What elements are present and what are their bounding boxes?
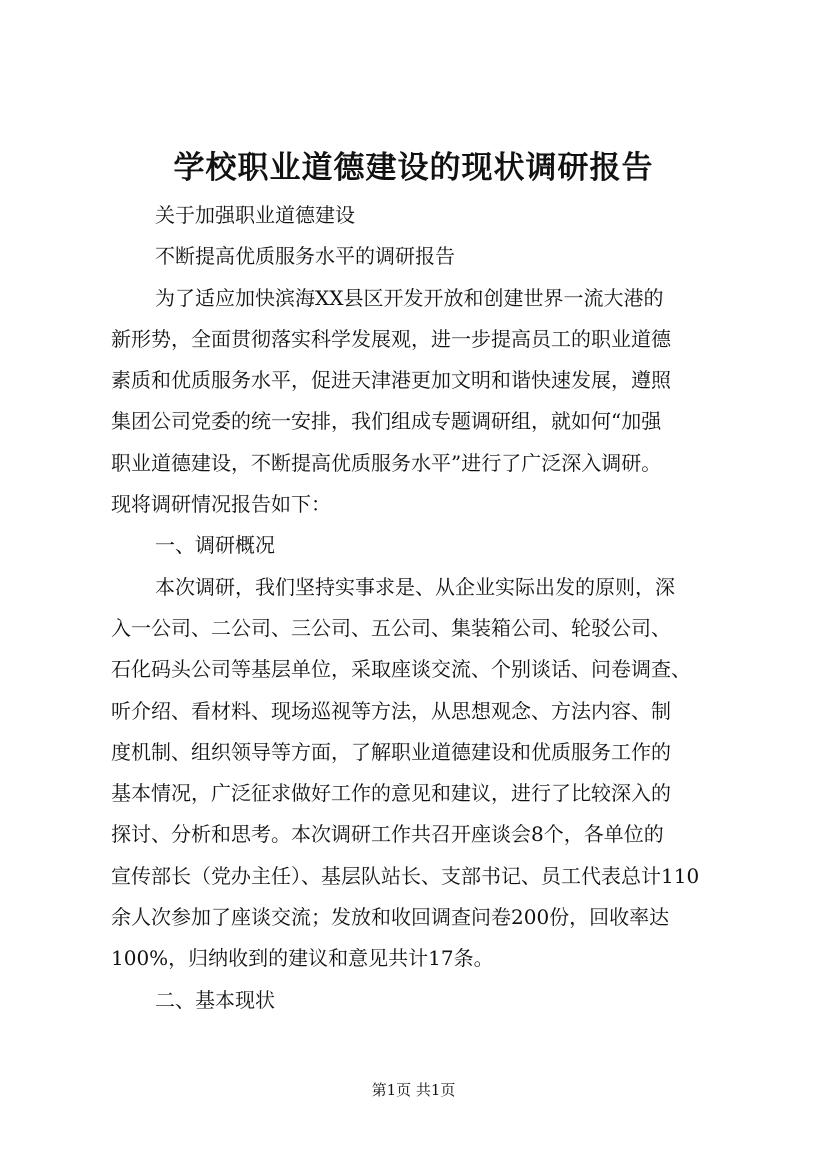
text-line: 二、基本现状	[155, 987, 275, 1012]
text-line: 基本情况，广泛征求做好工作的意见和建议，进行了比较深入的	[111, 781, 671, 806]
text-line: 度机制、组织领导等方面，了解职业道德建设和优质服务工作的	[111, 739, 671, 764]
text-line: 余人次参加了座谈交流；发放和收回调查问卷200份，回收率达	[111, 905, 670, 930]
text-line: 关于加强职业道德建设	[155, 203, 355, 227]
text-line: 本次调研，我们坚持实事求是、从企业实际出发的原则，深	[155, 574, 675, 599]
text-line: 职业道德建设，不断提高优质服务水平”进行了广泛深入调研。	[111, 450, 662, 475]
text-line: 100%，归纳收到的建议和意见共计17条。	[111, 946, 494, 971]
text-line: 为了适应加快滨海XX县区开发开放和创建世界一流大港的	[155, 285, 664, 310]
text-line: 集团公司党委的统一安排，我们组成专题调研组，就如何“加强	[111, 409, 662, 434]
text-line: 入一公司、二公司、三公司、五公司、集装箱公司、轮驳公司、	[111, 615, 671, 640]
text-line: 新形势，全面贯彻落实科学发展观，进一步提高员工的职业道德	[111, 326, 671, 351]
text-line: 素质和优质服务水平，促进天津港更加文明和谐快速发展，遵照	[111, 368, 671, 393]
text-line: 宣传部长（党办主任）、基层队站长、支部书记、员工代表总计110	[111, 863, 700, 888]
text-line: 不断提高优质服务水平的调研报告	[155, 244, 455, 269]
text-line: 现将调研情况报告如下：	[111, 492, 331, 517]
document-title: 学校职业道德建设的现状调研报告	[173, 150, 654, 186]
document-body	[111, 195, 723, 1021]
text-line: 一、调研概况	[155, 533, 275, 558]
text-line: 探讨、分析和思考。本次调研工作共召开座谈会8个，各单位的	[111, 822, 664, 847]
page-footer: 第1页 共1页	[371, 1081, 456, 1099]
text-line: 听介绍、看材料、现场巡视等方法，从思想观念、方法内容、制	[111, 698, 671, 723]
text-line: 石化码头公司等基层单位，采取座谈交流、个别谈话、问卷调查、	[111, 657, 691, 682]
